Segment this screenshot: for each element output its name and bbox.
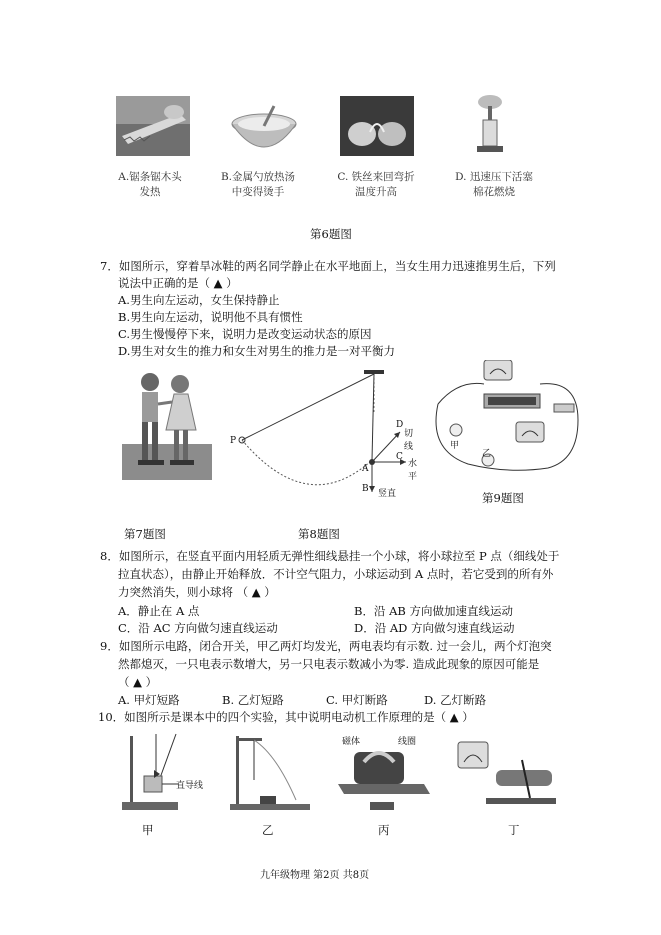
q7-stem-line2: 说法中正确的是（ ▲ ） bbox=[118, 276, 238, 290]
q8-option-d: D．沿 AD 方向做匀速直线运动 bbox=[354, 621, 515, 635]
q9-label-jia: 甲 bbox=[450, 441, 460, 451]
q6-option-b: B.金属勺放热汤 中变得烫手 bbox=[220, 171, 296, 198]
q6-option-d: D. 迅速压下活塞 棉花燃烧 bbox=[455, 171, 533, 198]
q8-label-shuiping: 水平 bbox=[408, 459, 418, 482]
q10-label-yi: 乙 bbox=[262, 823, 274, 837]
q7-stem-line1: 7．如图所示，穿着旱冰鞋的两名同学静止在水平地面上，当女生用力迅速推男生后，下列 bbox=[100, 259, 556, 273]
q6-figure-a bbox=[116, 96, 190, 156]
q8-option-b: B．沿 AB 方向做加速直线运动 bbox=[354, 604, 514, 618]
q10-label-jia: 甲 bbox=[142, 823, 154, 837]
q9-option-c: C. 甲灯断路 bbox=[326, 693, 388, 707]
q9-stem-line2: 然都熄灭，一只电表示数增大，另一只电表示数减小为零. 造成此现象的原因可能是 bbox=[118, 657, 540, 671]
q8-label-c: C bbox=[396, 452, 403, 462]
q6-option-c: C. 铁丝来回弯折 温度升高 bbox=[337, 171, 415, 198]
q9-figure bbox=[428, 360, 588, 488]
q10-figure-bing bbox=[334, 732, 434, 816]
q6-option-a: A.锯条锯木头 发热 bbox=[118, 171, 182, 198]
q6-figure-c bbox=[340, 96, 414, 156]
q9-option-d: D. 乙灯断路 bbox=[424, 693, 487, 707]
q9-option-a: A. 甲灯短路 bbox=[118, 693, 180, 707]
q7-option-a: A.男生向左运动，女生保持静止 bbox=[118, 293, 280, 307]
q10-stem: 10．如图所示是课本中的四个实验，其中说明电动机工作原理的是（ ▲ ） bbox=[98, 710, 474, 724]
q6-caption: 第6题图 bbox=[310, 227, 352, 241]
q8-figure bbox=[228, 368, 418, 500]
q10-figure-jia bbox=[116, 730, 206, 816]
q9-figure-caption: 第9题图 bbox=[482, 491, 524, 505]
q10-label-ding: 丁 bbox=[508, 823, 520, 837]
q8-label-p: P bbox=[230, 436, 237, 446]
q9-stem-line3: （ ▲ ） bbox=[118, 675, 158, 689]
page-footer: 九年级物理 第2页 共8页 bbox=[260, 870, 370, 881]
q8-label-d: D bbox=[396, 420, 404, 430]
q8-figure-caption: 第8题图 bbox=[298, 527, 340, 541]
q7-option-c: C.男生慢慢停下来，说明力是改变运动状态的原因 bbox=[118, 327, 372, 341]
q8-stem-line1: 8．如图所示，在竖直平面内用轻质无弹性细线悬挂一个小球，将小球拉至 P 点（细线处于 bbox=[100, 549, 560, 563]
q7-figure-caption: 第7题图 bbox=[124, 527, 166, 541]
q10-bing-coil-label: 线圈 bbox=[398, 737, 417, 747]
q9-label-yi: 乙 bbox=[482, 449, 492, 459]
q8-label-b: B bbox=[362, 484, 369, 494]
q8-stem-line2: 拉直状态），由静止开始释放．不计空气阻力，小球运动到 A 点时，若它受到的所有外 bbox=[118, 567, 554, 581]
q10-jia-wire-label: 直导线 bbox=[176, 781, 204, 791]
q7-option-b: B.男生向左运动，说明他不具有惯性 bbox=[118, 310, 303, 324]
q10-bing-magnet-label: 磁体 bbox=[342, 737, 361, 747]
q8-option-a: A．静止在 A 点 bbox=[118, 604, 200, 618]
q6-figure-b bbox=[230, 102, 298, 158]
q7-figure bbox=[122, 368, 212, 480]
q8-stem-line3: 力突然消失，则小球将 （ ▲ ） bbox=[118, 585, 276, 599]
q9-option-b: B. 乙灯短路 bbox=[222, 693, 284, 707]
q6-figure-d bbox=[468, 94, 512, 158]
q8-label-a: A bbox=[362, 464, 369, 474]
q9-stem-line1: 9．如图所示电路，闭合开关，甲乙两灯均发光，两电表均有示数. 过一会儿，两个灯泡突 bbox=[100, 639, 552, 653]
q8-label-shuzhi: 竖直 bbox=[378, 489, 397, 499]
q7-option-d: D.男生对女生的推力和女生对男生的推力是一对平衡力 bbox=[118, 344, 395, 358]
q10-label-bing: 丙 bbox=[378, 823, 390, 837]
q8-label-qiexian: 切线 bbox=[404, 429, 414, 452]
q10-figure-yi bbox=[226, 734, 322, 814]
q10-figure-ding bbox=[456, 740, 560, 812]
q8-option-c: C．沿 AC 方向做匀速直线运动 bbox=[118, 621, 278, 635]
